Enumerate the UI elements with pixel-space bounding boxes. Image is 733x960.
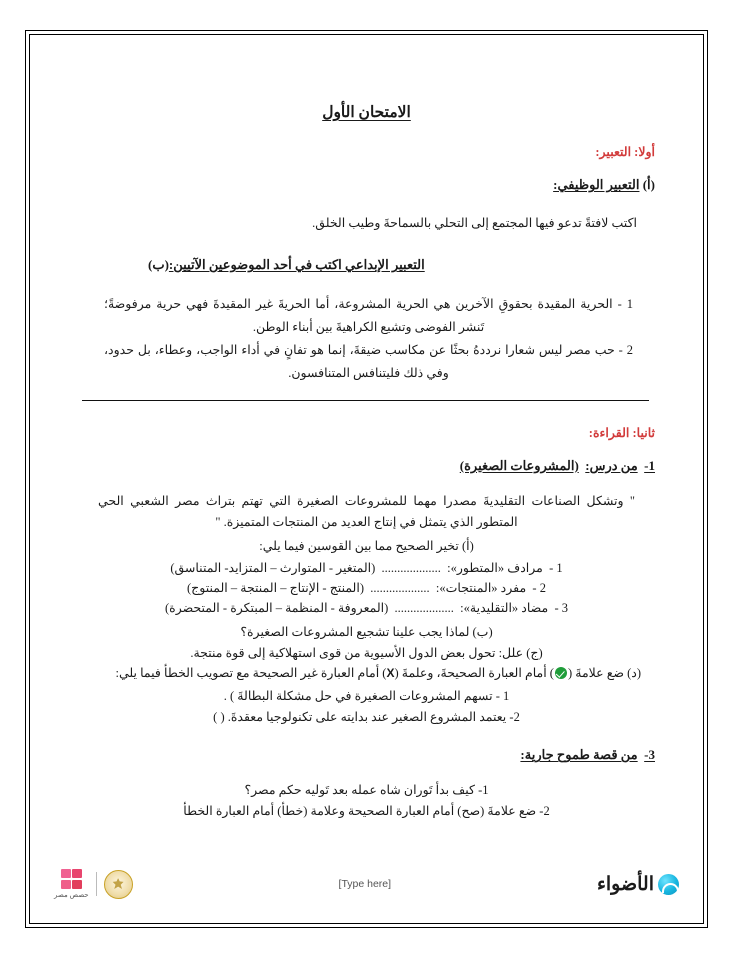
true-false-list <box>78 686 655 727</box>
functional-marker: (أ) <box>642 177 655 192</box>
story-heading-text: من قصة طموح جارية: <box>520 747 638 763</box>
mcq-item <box>78 578 655 598</box>
true-false-item[interactable]: 1 - تسهم المشروعات الصغيرة في حل مشكلة البطالةَ ) . <box>223 688 510 703</box>
mcq-options: (المنتج - الإنتاج – المنتجة – المنتوج) <box>187 580 365 595</box>
question-d-part3: ) أمام العبارة غير الصحيحة مع تصويب الخطأ فيما يلي: <box>115 665 387 680</box>
section-label-reading: ثانيا: القراءة: <box>588 425 655 440</box>
mcq-options: (المتغير - المتوارث – المتزايد- المتناسق) <box>170 560 376 575</box>
hessa-grid-cell <box>72 869 82 878</box>
hessa-grid-cell <box>61 880 71 889</box>
adwaa-logo-text: الأضواء <box>596 873 654 895</box>
mcq-list <box>78 558 655 619</box>
lesson-prefix: من درس: <box>585 457 638 473</box>
mcq-stem: مضاد «التقليدية»: <box>460 601 549 615</box>
hessa-logo-text: حصص مصر <box>54 891 89 899</box>
creative-heading-text: التعبير الإبداعي اكتب في أحد الموضوعين الآتيين: <box>168 257 425 272</box>
question-d-part1: (د) ضع علامةَ ( <box>567 665 641 680</box>
question-b: (ب) لماذا يجب علينا تشجيع المشروعات الصغيرة؟ <box>240 625 493 640</box>
mcq-number: 1 - <box>549 560 563 575</box>
mcq-item <box>78 558 655 578</box>
footer-right-logos <box>54 869 133 899</box>
mcq-options: (المعروفة - المنظمة – المبتكرة - المتحضرة) <box>164 601 389 615</box>
adwaa-logo[interactable] <box>597 873 679 896</box>
mcq-answer-blank[interactable]: ................... <box>394 601 454 615</box>
exam-page-sheet <box>25 30 708 928</box>
section-label-expression: أولا: التعبير: <box>595 145 655 159</box>
functional-heading-text: التعبير الوظيفي: <box>553 177 640 192</box>
story-questions <box>78 780 655 823</box>
section-divider <box>82 400 649 401</box>
mcq-number: 2 - <box>532 580 546 595</box>
green-check-icon <box>555 667 567 679</box>
logo-divider <box>96 872 97 896</box>
mcq-intro: (أ) تخير الصحيح مما بين القوسين فيما يلي: <box>259 539 474 554</box>
creative-expression-heading <box>78 257 655 273</box>
hessa-grid-icon <box>61 869 83 889</box>
lesson-heading <box>78 458 655 474</box>
question-c: (ج) علل: تحول بعض الدول الأسيوية من قوى استهلاكية إلى قوة منتجة. <box>190 645 543 660</box>
mcq-stem: مرادف «المتطور»: <box>447 560 543 575</box>
story-number: 3- <box>644 747 655 763</box>
hessa-grid-cell <box>72 880 82 889</box>
functional-expression-heading <box>78 177 655 193</box>
type-here-placeholder[interactable]: [Type here] <box>338 878 392 890</box>
page-content <box>30 35 703 923</box>
passage-text: " وتشكل الصناعات التقليديةَ مصدرا مهما للمشروعات الصغيرة التي تهتم بتراث مصر الشعبي الحي المتطور الذي يتمثل في إنتاج العديد من المنتجات المتميزة. " <box>98 493 635 530</box>
page-footer <box>30 861 703 907</box>
page-inner-border <box>29 34 704 924</box>
mcq-answer-blank[interactable]: ................... <box>370 580 430 595</box>
creative-topics-list <box>78 293 655 386</box>
true-false-item[interactable]: 2- يعتمد المشروع الصغير عند بدايته على تكنولوجيا معقدةَ. ( ) <box>213 709 520 724</box>
reading-questions <box>78 622 655 663</box>
mcq-number: 3 - <box>554 601 569 615</box>
question-d <box>78 663 655 683</box>
story-heading <box>78 747 655 763</box>
lesson-number: 1- <box>644 457 655 473</box>
functional-task-text: اكتب لافتةً تدعو فيها المجتمع إلى التحلي بالسماحةَ وطيب الخلق. <box>312 216 637 230</box>
page-title: الامتحان الأول <box>322 104 411 121</box>
lesson-title: (المشروعات الصغيرة) <box>459 457 579 473</box>
topic-item: 2 - حب مصر ليس شعارا نرددهُ بحثًا عن مكاسب ضيقةَ، إنما هو تفانٍ في أداء الواجب، وعطاء، بل حدود، وفي ذلك فليتنافس المتنافسون. <box>104 343 633 381</box>
story-question-item: 2- ضع علامةَ (صح) أمام العبارة الصحيحة وعلامة (خطأ) أمام العبارة الخطأ <box>183 804 550 819</box>
hessa-logo[interactable] <box>54 869 89 899</box>
question-d-part2: ) أمام العبارة الصحيحةَ، وعلمةَ ( <box>394 665 554 680</box>
hessa-grid-cell <box>61 869 71 878</box>
x-mark-icon: X <box>386 665 395 680</box>
reading-passage <box>78 491 655 535</box>
adwaa-circle-icon <box>658 874 679 895</box>
egypt-eagle-emblem-icon <box>104 870 133 899</box>
mcq-item <box>78 598 655 618</box>
topic-item: 1 - الحرية المقيدة بحقوقِ الآخرين هي الحرية المشروعة، أما الحريةَ غير المقيدةَ فهي حرية مرفوضةً؛ تَنشر الفوضى وتشيع الكراهيةَ بين أبناء الوطن. <box>104 297 633 335</box>
creative-marker: (ب) <box>148 257 169 272</box>
mcq-answer-blank[interactable]: ................... <box>381 560 441 575</box>
mcq-stem: مفرد «المنتجات»: <box>435 580 527 595</box>
story-question-item: 1- كيف بدأ تَوران شاه عمله بعد تَوليه حكم مصر؟ <box>244 783 489 798</box>
